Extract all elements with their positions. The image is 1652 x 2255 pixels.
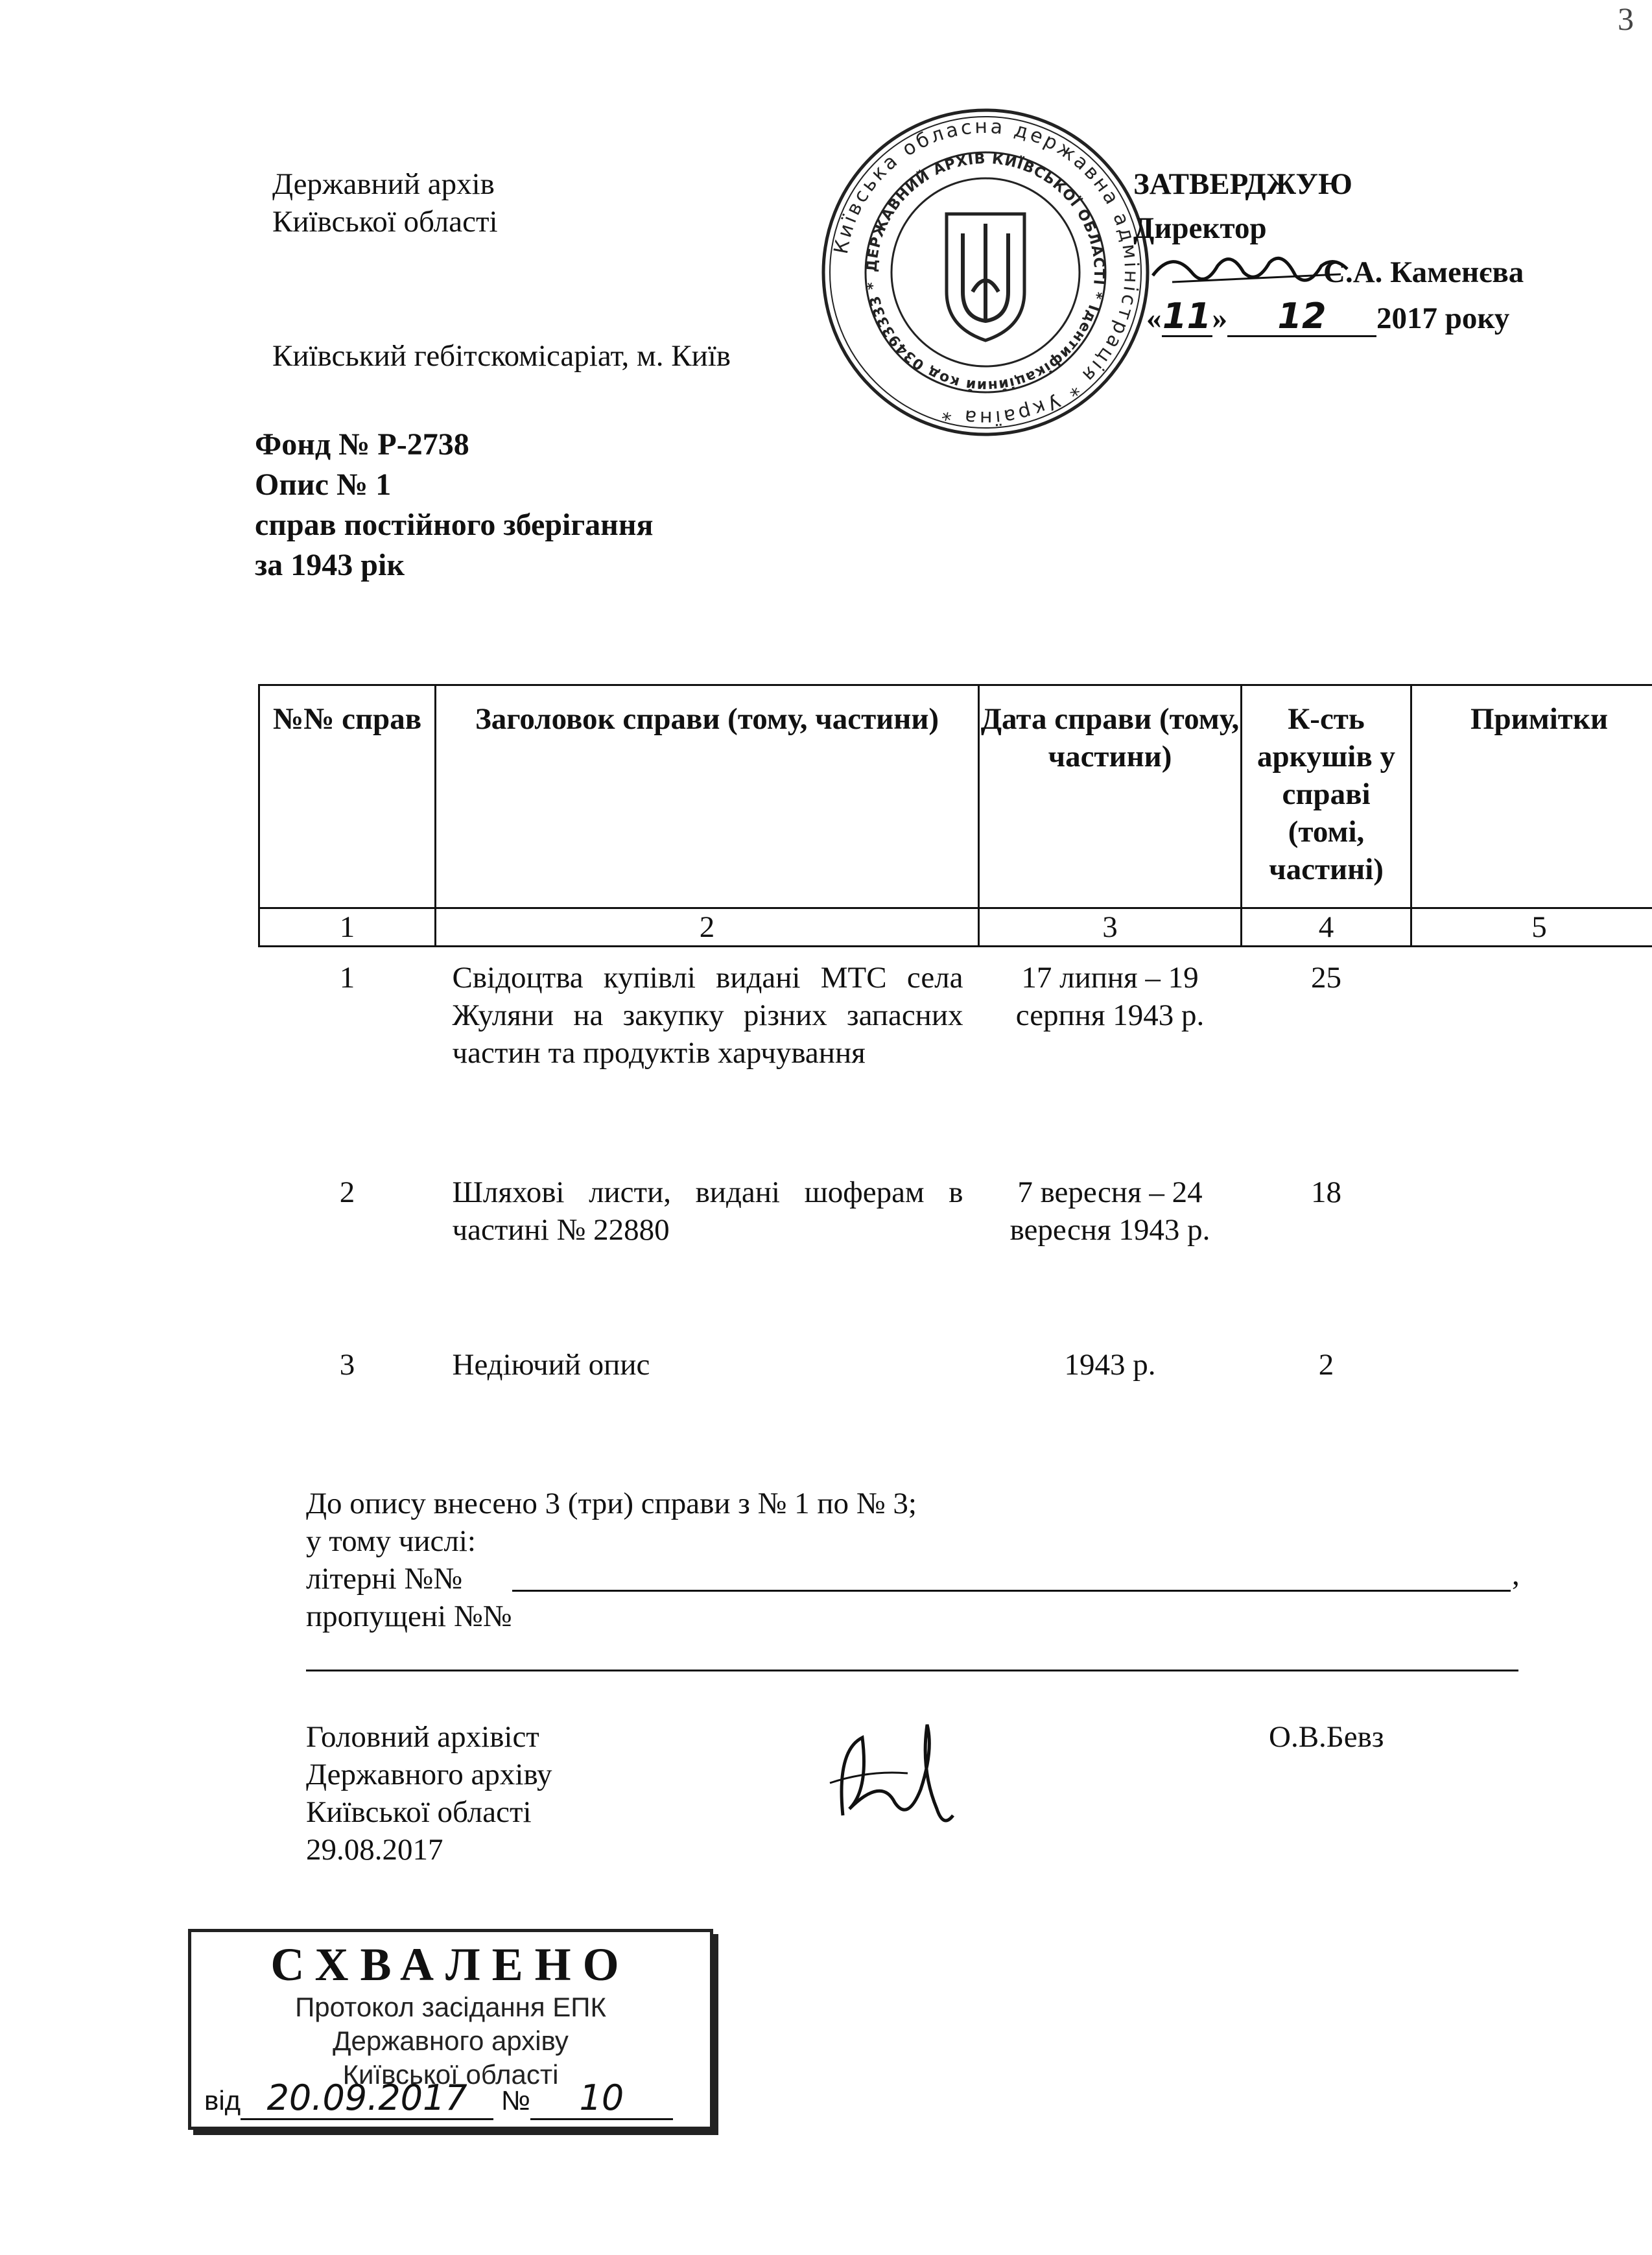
- col-number: 5: [1411, 908, 1652, 947]
- inventory-table: [258, 684, 1652, 1399]
- fond-info: [255, 425, 653, 585]
- archive-name: [272, 165, 498, 241]
- col-number: 1: [259, 908, 436, 947]
- case-no: 3: [339, 1347, 355, 1382]
- signer-block: [306, 1718, 552, 1869]
- case-date: 17 липня – 19 серпня 1943 р.: [1015, 961, 1205, 1032]
- col-number: 3: [979, 908, 1242, 947]
- case-sheets: 18: [1311, 1175, 1341, 1209]
- archive-name-line1: Державний архів: [272, 167, 495, 201]
- svg-text:Київська обласна державна адмі: Київська обласна державна адміністрація * Україна *: [829, 115, 1143, 430]
- header-sheets: К-сть аркушів у справі (томі, частині): [1242, 685, 1411, 908]
- fond-number: Фонд № Р-2738: [255, 427, 469, 462]
- table-row: [259, 1334, 1652, 1399]
- case-notes: [1411, 947, 1652, 1162]
- case-title: Шляхові листи, видані шоферам в частині № 22880: [452, 1175, 963, 1247]
- svg-text:ДЕРЖАВНИЙ АРХІВ КИЇВСЬКОЇ ОБЛА: ДЕРЖАВНИЙ АРХІВ КИЇВСЬКОЇ ОБЛАСТІ * Ідентифікаційний код 03493333 *: [864, 150, 1107, 394]
- summary-lettered: літерні №№: [306, 1562, 463, 1596]
- director-signature-icon: [1146, 237, 1354, 308]
- summary-including: у тому числі:: [306, 1524, 476, 1558]
- stamp-date: 20.09.2017: [241, 2077, 493, 2120]
- case-no: 1: [339, 961, 355, 995]
- approval-block: [1133, 165, 1626, 347]
- archive-name-line2: Київської області: [272, 205, 498, 239]
- signer-date: 29.08.2017: [306, 1833, 443, 1867]
- case-title: Свідоцтва купівлі видані МТС села Жуляни на закупку різних запасних частин та продуктів харчування: [452, 961, 963, 1070]
- lettered-underline: [512, 1590, 1511, 1592]
- case-sheets: 2: [1318, 1347, 1334, 1382]
- case-date: 1943 р.: [1064, 1347, 1156, 1382]
- archivist-signature-icon: [823, 1712, 966, 1841]
- inventory-summary: [306, 1485, 917, 1635]
- table-row: [259, 1162, 1652, 1334]
- signer-org-line2: Київської області: [306, 1795, 532, 1829]
- case-no: 2: [339, 1175, 355, 1209]
- fund-creator: Київський гебітскомісаріат, м. Київ: [272, 339, 731, 373]
- approval-year: 2017 року: [1376, 301, 1510, 335]
- summary-total: До опису внесено 3 (три) справи з № 1 по № 3;: [306, 1487, 917, 1520]
- signer-position: Головний архівіст: [306, 1720, 539, 1754]
- inventory-year: за 1943 рік: [255, 548, 405, 582]
- header-title: Заголовок справи (тому, частини): [436, 685, 979, 908]
- case-date: 7 вересня – 24 вересня 1943 р.: [1009, 1175, 1210, 1247]
- column-number-row: [259, 908, 1652, 947]
- case-notes: [1411, 1162, 1652, 1334]
- summary-skipped: пропущені №№: [306, 1600, 512, 1633]
- page-number: 3: [1618, 1, 1634, 37]
- signer-name: О.В.Бевз: [1269, 1720, 1384, 1754]
- approval-title: ЗАТВЕРДЖУЮ: [1133, 167, 1352, 201]
- stamp-line2: Державного архіву: [333, 2025, 569, 2056]
- approval-stamp: [188, 1929, 713, 2130]
- case-sheets: 25: [1311, 961, 1341, 995]
- table-header-row: [259, 685, 1652, 908]
- approver-name: С.А. Каменєва: [1323, 255, 1524, 289]
- case-notes: [1411, 1334, 1652, 1399]
- col-number: 4: [1242, 908, 1411, 947]
- stamp-date-number: від 20.09.2017 № 10: [204, 2077, 673, 2120]
- official-seal-icon: [817, 104, 1154, 441]
- table-row: [259, 947, 1652, 1162]
- approval-position: Директор: [1133, 211, 1267, 245]
- approval-month: 12: [1227, 298, 1376, 337]
- skipped-underline: [306, 1670, 1518, 1671]
- approval-day: 11: [1162, 296, 1212, 336]
- stamp-line3: Київської області: [342, 2059, 559, 2090]
- inventory-type: справ постійного зберігання: [255, 508, 654, 542]
- header-date: Дата справи (тому, частини): [979, 685, 1242, 908]
- case-title: Недіючий опис: [452, 1347, 650, 1382]
- header-notes: Примітки: [1411, 685, 1652, 908]
- header-case-no: №№ справ: [259, 685, 436, 908]
- stamp-line1: Протокол засідання ЕПК: [295, 1992, 606, 2022]
- inventory-number: Опис № 1: [255, 467, 392, 502]
- col-number: 2: [436, 908, 979, 947]
- signer-org-line1: Державного архіву: [306, 1758, 552, 1791]
- stamp-title: СХВАЛЕНО: [270, 1939, 631, 1990]
- lettered-comma: ,: [1512, 1558, 1520, 1592]
- stamp-number: 10: [530, 2077, 673, 2120]
- approval-date: «11» 12 2017 року: [1146, 296, 1510, 336]
